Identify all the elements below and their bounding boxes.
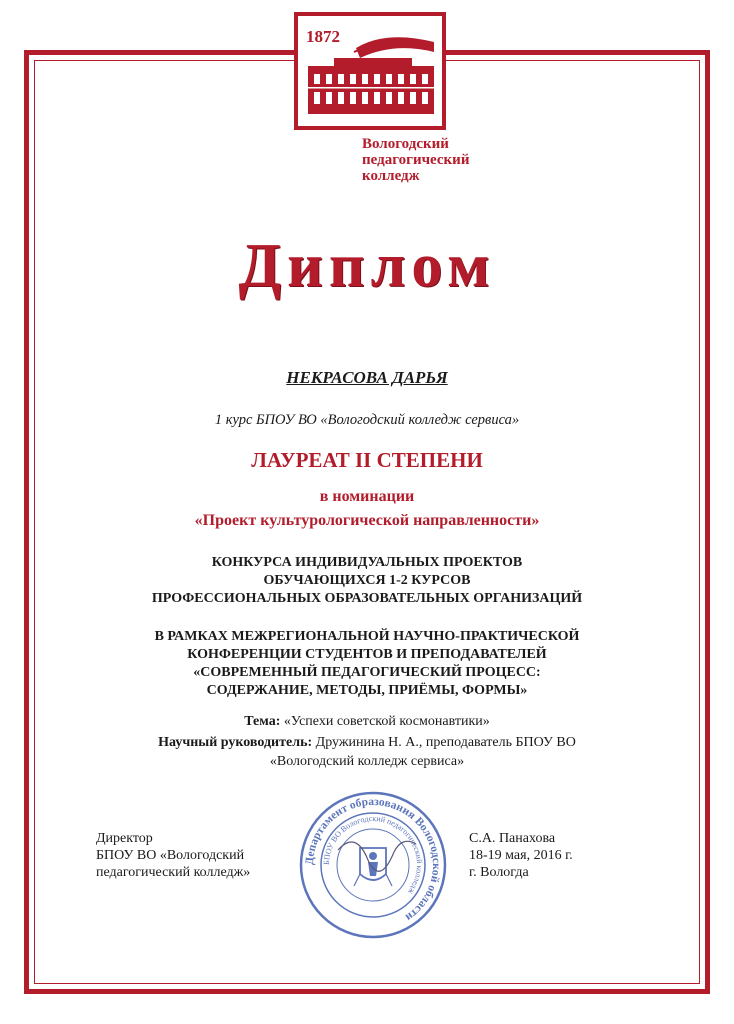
- logo-year: 1872: [306, 27, 340, 46]
- contest-line-3: ПРОФЕССИОНАЛЬНЫХ ОБРАЗОВАТЕЛЬНЫХ ОРГАНИЗАЦИЙ: [151, 591, 583, 606]
- nomination-intro: в номинации: [319, 488, 415, 505]
- stamp-outer-text: Департамент образования Вологодской области: [303, 795, 443, 924]
- recipient-info: 1 курс БПОУ ВО «Вологодский колледж сервиса»: [214, 412, 520, 428]
- college-name-line-1: Вологодский: [362, 136, 449, 152]
- signatory-name: С.А. Панахова: [469, 831, 556, 846]
- college-name-line-2: педагогический: [362, 152, 470, 168]
- recipient-name: НЕКРАСОВА ДАРЬЯ: [286, 368, 448, 387]
- topic-label: Тема:: [244, 714, 281, 729]
- director-line-3: педагогический колледж»: [96, 865, 251, 880]
- college-name-line-3: колледж: [362, 168, 420, 184]
- award-degree: ЛАУРЕАТ II СТЕПЕНИ: [251, 448, 483, 472]
- nomination-name: «Проект культурологической направленности»: [194, 512, 540, 529]
- official-stamp: [298, 790, 448, 940]
- supervisor-label: Научный руководитель:: [158, 735, 313, 750]
- supervisor-value: Дружинина Н. А., преподаватель БПОУ ВО: [315, 735, 576, 750]
- director-block: [96, 830, 250, 881]
- conference-line-2: КОНФЕРЕНЦИИ СТУДЕНТОВ И ПРЕПОДАВАТЕЛЕЙ: [187, 647, 547, 662]
- college-name: [362, 136, 562, 184]
- conference-description: [60, 628, 674, 700]
- stamp-inner-text: БПОУ ВО Вологодский педагогический колледж: [321, 813, 425, 896]
- conference-line-3: «СОВРЕМЕННЫЙ ПЕДАГОГИЧЕСКИЙ ПРОЦЕСС:: [193, 665, 541, 680]
- event-city: г. Вологда: [469, 865, 529, 880]
- director-line-1: Директор: [96, 831, 153, 846]
- supervisor-line-2: «Вологодский колледж сервиса»: [269, 754, 465, 769]
- director-line-2: БПОУ ВО «Вологодский: [96, 848, 245, 863]
- contest-line-1: КОНКУРСА ИНДИВИДУАЛЬНЫХ ПРОЕКТОВ: [211, 555, 523, 570]
- topic-value: «Успехи советской космонавтики»: [283, 714, 490, 729]
- conference-line-4: СОДЕРЖАНИЕ, МЕТОДЫ, ПРИЁМЫ, ФОРМЫ»: [206, 683, 528, 698]
- contest-line-2: ОБУЧАЮЩИХСЯ 1-2 КУРСОВ: [263, 573, 471, 588]
- diploma-title: Диплом: [238, 232, 496, 300]
- supervisor: [60, 733, 674, 771]
- supervisor-line-1: [60, 733, 674, 752]
- conference-line-1: В РАМКАХ МЕЖРЕГИОНАЛЬНОЙ НАУЧНО-ПРАКТИЧЕСКОЙ: [154, 629, 580, 644]
- topic: [60, 714, 674, 730]
- contest-description: [60, 554, 674, 608]
- event-date: 18-19 мая, 2016 г.: [469, 848, 573, 863]
- signature-block: [469, 830, 573, 881]
- college-logo: [294, 12, 446, 130]
